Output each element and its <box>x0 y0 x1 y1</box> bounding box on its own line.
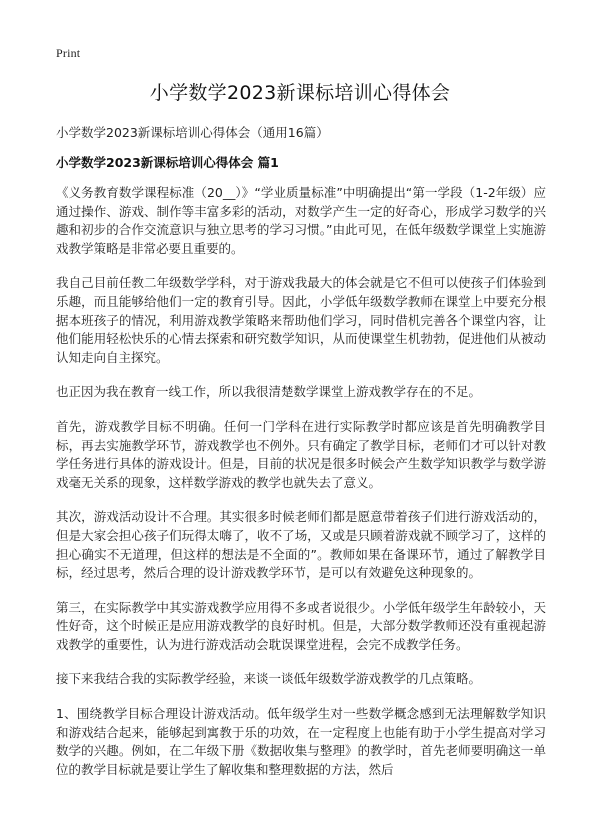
paragraph: 1、围绕教学目标合理设计游戏活动。低年级学生对一些数学概念感到无法理解数学知识和游戏结合起来，能够起到寓教于乐的功效，在一定程度上也能有助于小学生提高对学习数学的兴趣。例如，在二年级下册《数据收集与整理》的教学时，首先老师要明确这一单位的教学目标就是要让学生了解收集和整理数据的方法，然后 <box>56 706 546 777</box>
paragraph: 其次，游戏活动设计不合理。其实很多时候老师们都是愿意带着孩子们进行游戏活动的，但是大家会担心孩子们玩得太嗨了，收不了场，又或是只顾着游戏就不顾学习了，这样的担心确实不无道理，但这样的想法是不全面的”。教师如果在备课环节，通过了解教学目标，经过思考，然后合理的设计游戏教学环节，是可以有效避免这种现象的。 <box>56 509 546 581</box>
paragraph: 首先，游戏教学目标不明确。任何一门学科在进行实际教学时都应该是首先明确教学目标，再去实施教学环节，游戏教学也不例外。只有确定了教学目标，老师们才可以针对教学任务进行具体的游戏设计。但是，目前的状况是很多时候会产生数学知识教学与数学游戏毫无关系的现象，这样数学游戏的教学也就失去了意义。 <box>56 418 546 490</box>
document-title: 小学数学2023新课标培训心得体会 <box>149 82 451 104</box>
paragraph: 接下来我结合我的实际教学经验，来谈一谈低年级数学游戏教学的几点策略。 <box>56 671 482 687</box>
document-body <box>56 184 546 795</box>
section-heading: 小学数学2023新课标培训心得体会 篇1 <box>56 155 279 170</box>
print-label: Print <box>56 46 81 60</box>
paragraph: 也正因为我在教育一线工作，所以我很清楚数学课堂上游戏教学存在的不足。 <box>56 384 482 400</box>
document-subtitle: 小学数学2023新课标培训心得体会（通用16篇） <box>56 125 329 140</box>
paragraph: 《义务教育数学课程标准（20__）》“学业质量标准”中明确提出“第一学段（1-2年级）应通过操作、游戏、制作等丰富多彩的活动，对数学产生一定的好奇心，形成学习数学的兴趣和初步的合作交流意识与独立思考的学习习惯。”由此可见，在低年级数学课堂上实施游戏教学策略是非常必要且重要的。 <box>56 185 546 256</box>
paragraph: 第三，在实际教学中其实游戏教学应用得不多或者说很少。小学低年级学生年龄较小，天性好奇，这个时候正是应用游戏教学的良好时机。但是，大部分数学教师还没有重视起游戏教学的重要性，认为进行游戏活动会耽误课堂进程，会完不成教学任务。 <box>56 599 546 652</box>
paragraph: 我自己目前任教二年级数学学科，对于游戏我最大的体会就是它不但可以使孩子们体验到乐趣，而且能够给他们一定的教育引导。因此，小学低年级数学教师在课堂上中要充分根据本班孩子的情况，利用游戏教学策略来帮助他们学习，同时借机完善各个课堂内容，让他们能用轻松快乐的心情去探索和研究数学知识，从而使课堂生机勃勃，促进他们从被动认知走向自主探究。 <box>56 275 546 365</box>
